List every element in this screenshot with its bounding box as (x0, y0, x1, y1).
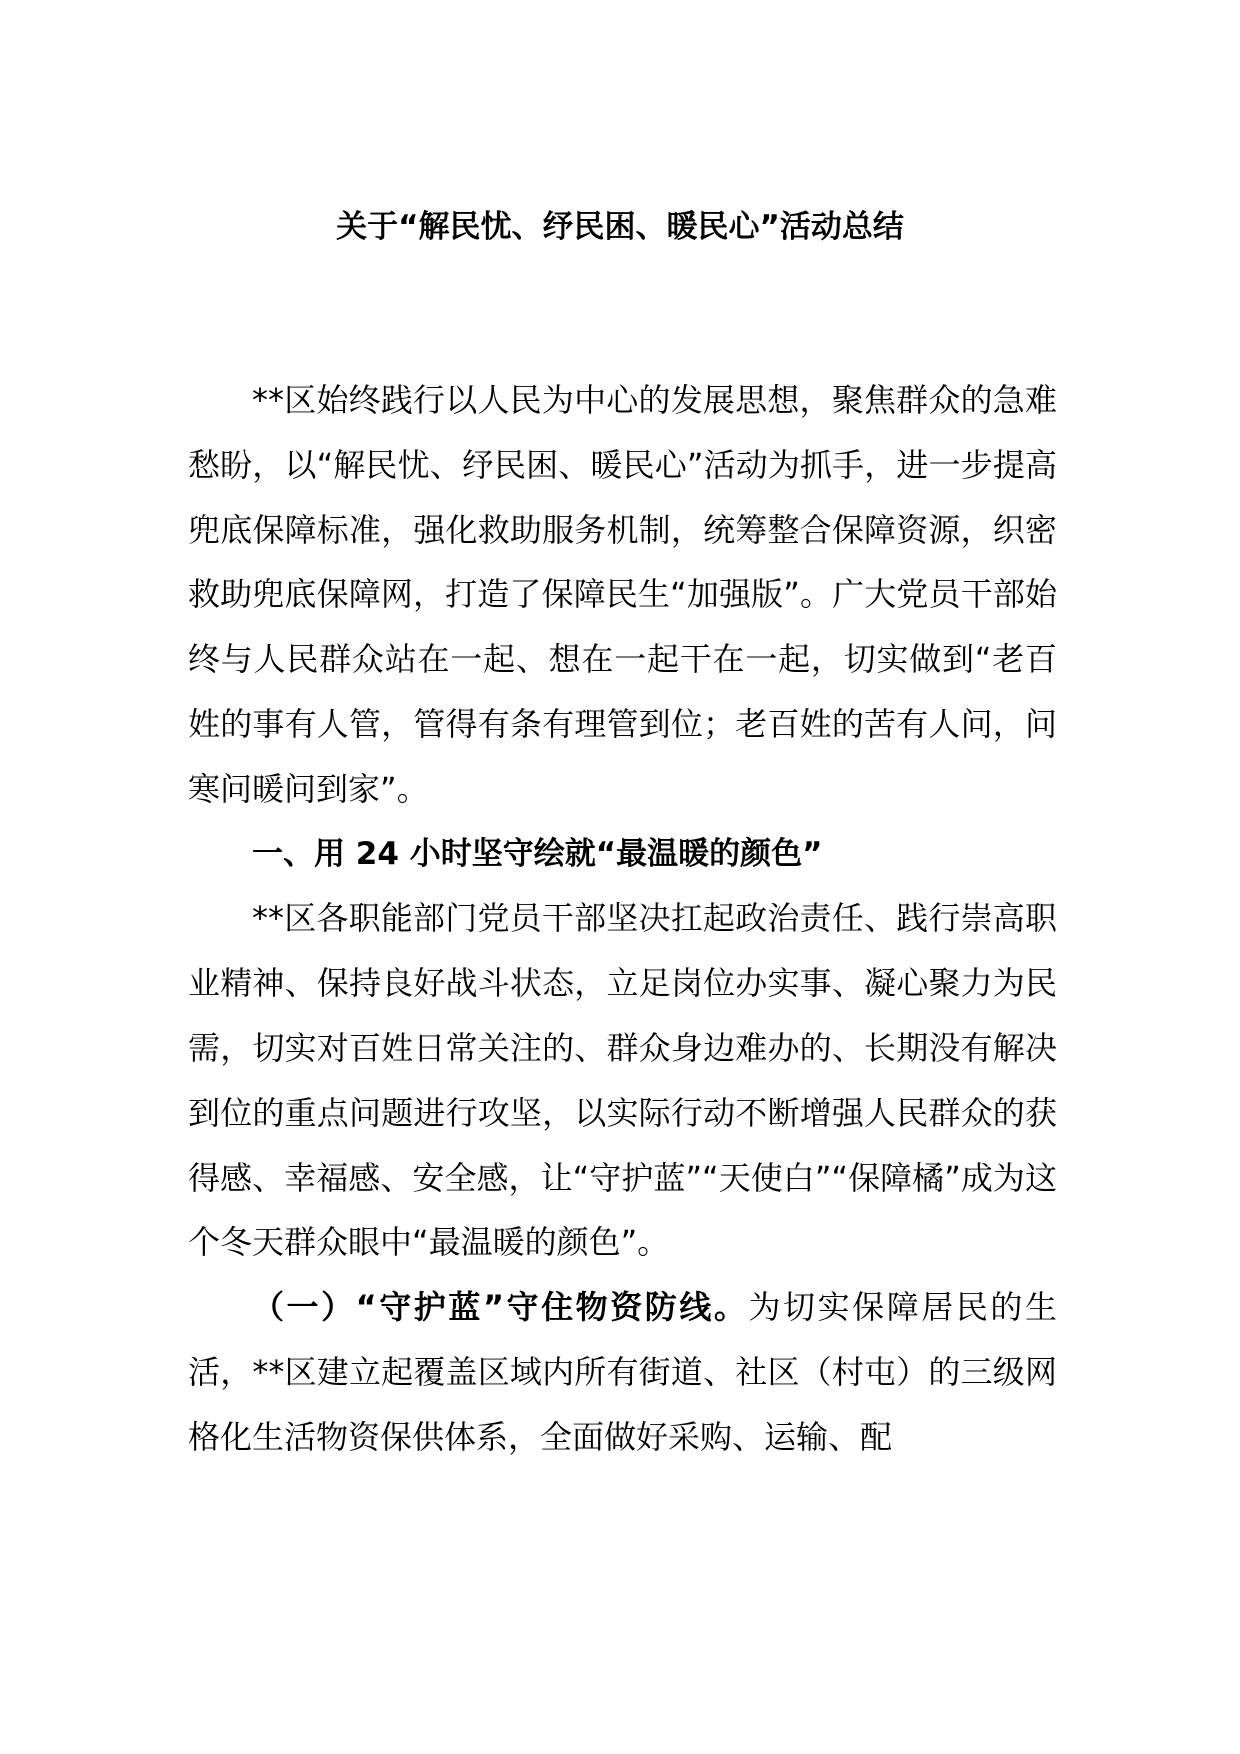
document-title: 关于“解民忧、纾民困、暖民心”活动总结 (336, 209, 904, 245)
subsection-1-paragraph (188, 1275, 1057, 1469)
section-1-paragraph: **区各职能部门党员干部坚决扛起政治责任、践行崇高职业精神、保持良好战斗状态，立足岗位办实事、凝心聚力为民需，切实对百姓日常关注的、群众身边难办的、长期没有解决到位的重点问题进行攻坚，以实际行动不断增强人民群众的获得感、幸福感、安全感，让“守护蓝”“天使白”“保障橘”成为这个冬天群众眼中“最温暖的颜色”。 (188, 899, 1057, 1262)
intro-paragraph: **区始终践行以人民为中心的发展思想，聚焦群众的急难愁盼，以“解民忧、纾民困、暖民心”活动为抓手，进一步提高兜底保障标准，强化救助服务机制，统筹整合保障资源，织密救助兜底保障网，打造了保障民生“加强版”。广大党员干部始终与人民群众站在一起、想在一起干在一起，切实做到“老百姓的事有人管，管得有条有理管到位；老百姓的苦有人问，问寒问暖问到家”。 (188, 381, 1057, 808)
subsection-1-text: 为切实保障居民的生活，**区建立起覆盖区域内所有街道、社区（村屯）的三级网格化生活物资保供体系，全面做好采购、运输、配 (188, 1288, 1057, 1456)
document-body (188, 368, 1057, 1470)
section-heading-1: 一、用 24 小时坚守绘就“最温暖的颜色” (252, 835, 823, 872)
subsection-1-lead: （一）“守护蓝”守住物资防线。 (252, 1288, 749, 1327)
